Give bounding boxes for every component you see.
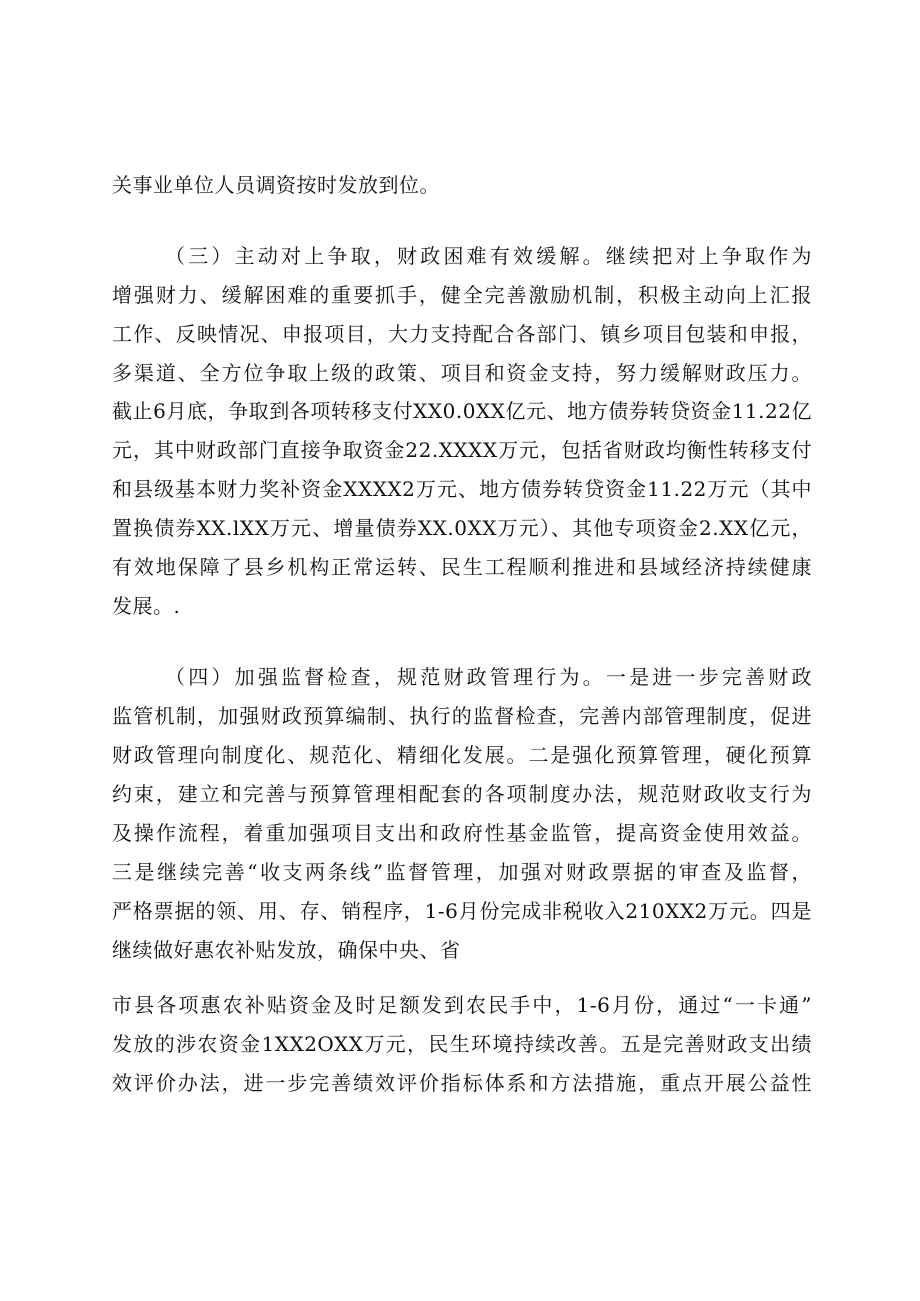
text-line-8: 和县级基本财力奖补资金XXXX2万元、地方债券转贷资金11.22万元（其中 [112, 477, 812, 501]
text-line-20: 市县各项惠农补贴资金及时足额发到农民手中，1-6月份，通过“一卡通” [112, 993, 812, 1017]
text-line-13: 监管机制，加强财政预算编制、执行的监督检查，完善内部管理制度，促进 [112, 704, 812, 728]
text-line-12: （四）加强监督检查，规范财政管理行为。一是进一步完善财政 [165, 665, 812, 689]
text-line-6: 截止6月底，争取到各项转移支付XX0.0XX亿元、地方债券转贷资金11.22亿 [112, 399, 812, 423]
text-line-10: 有效地保障了县乡机构正常运转、民生工程顺利推进和县域经济持续健康 [112, 555, 812, 579]
text-line-2: （三）主动对上争取，财政困难有效缓解。继续把对上争取作为 [165, 244, 812, 268]
text-line-11: 发展。. [112, 594, 181, 618]
text-line-14: 财政管理向制度化、规范化、精细化发展。二是强化预算管理，硬化预算 [112, 743, 812, 767]
text-line-1: 关事业单位人员调资按时发放到位。 [112, 173, 440, 197]
text-line-7: 元，其中财政部门直接争取资金22.XXXX万元，包括省财政均衡性转移支付 [112, 438, 812, 462]
text-line-4: 工作、反映情况、申报项目，大力支持配合各部门、镇乡项目包装和申报， [112, 322, 812, 346]
text-line-18: 严格票据的领、用、存、销程序，1-6月份完成非税收入210XX2万元。四是 [112, 899, 812, 923]
text-line-5: 多渠道、全方位争取上级的政策、项目和资金支持，努力缓解财政压力。 [112, 361, 812, 385]
text-line-16: 及操作流程，着重加强项目支出和政府性基金监管，提高资金使用效益。 [112, 821, 812, 845]
text-line-15: 约束，建立和完善与预算管理相配套的各项制度办法，规范财政收支行为 [112, 782, 812, 806]
text-line-19: 继续做好惠农补贴发放，确保中央、省 [112, 938, 461, 962]
text-line-22: 效评价办法，进一步完善绩效评价指标体系和方法措施，重点开展公益性 [112, 1071, 812, 1095]
text-line-17: 三是继续完善“收支两条线”监督管理，加强对财政票据的审查及监督， [112, 860, 812, 884]
text-line-21: 发放的涉农资金1XX2OXX万元，民生环境持续改善。五是完善财政支出绩 [112, 1032, 812, 1056]
text-line-9: 置换债券XX.lXX万元、增量债券XX.0XX万元）、其他专项资金2.XX亿元， [112, 516, 812, 540]
text-line-3: 增强财力、缓解困难的重要抓手，健全完善激励机制，积极主动向上汇报 [112, 283, 812, 307]
